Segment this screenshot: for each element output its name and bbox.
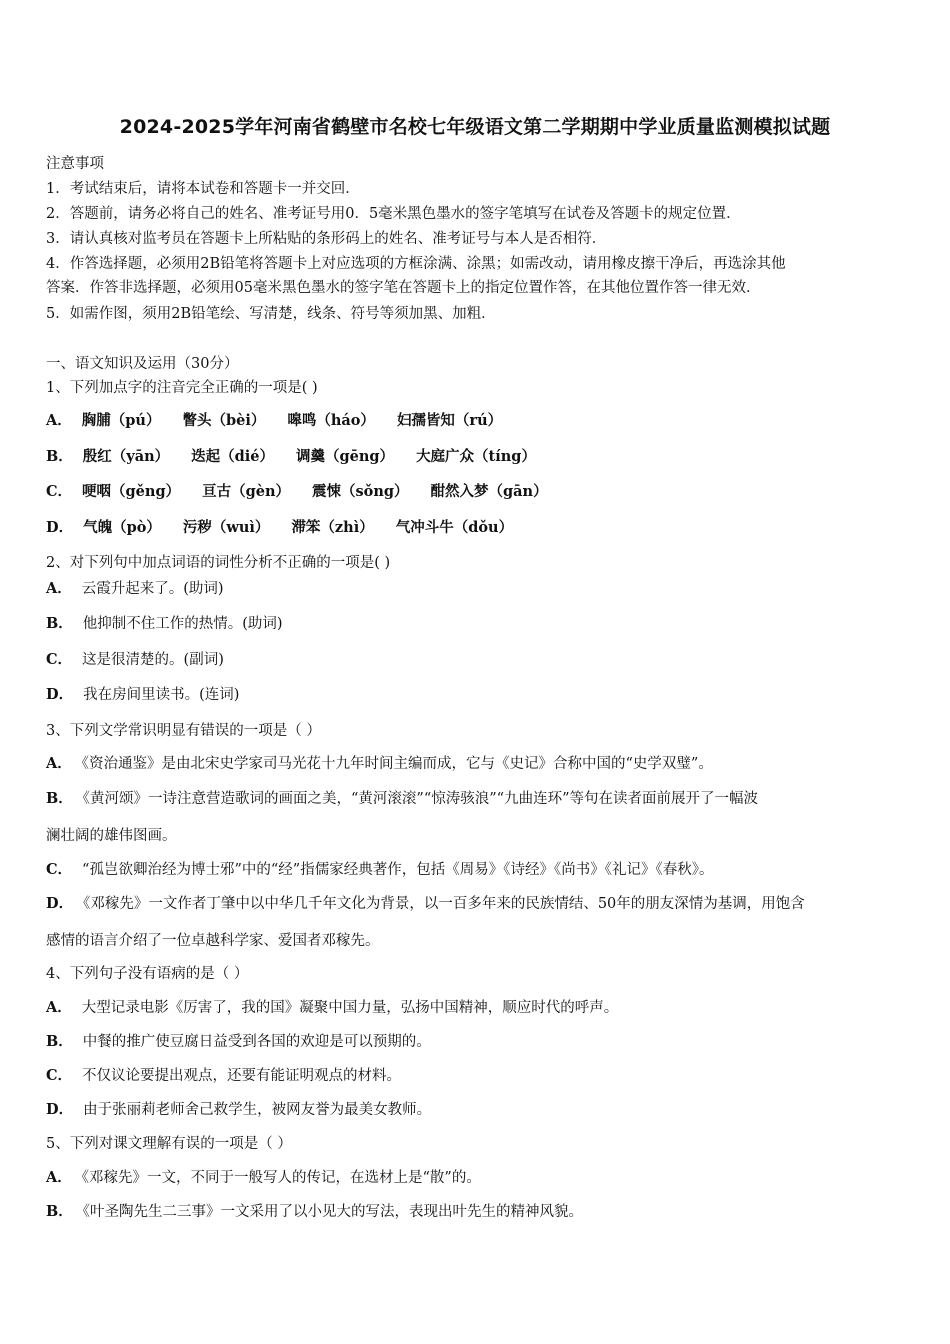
option-text: “孤岂欲卿治经为博士邪”中的“经”指儒家经典著作，包括《周易》《诗经》《尚书》《礼记》《春秋》。: [82, 862, 714, 878]
q3-option-b-cont: 澜壮阔的雄伟图画。: [46, 828, 177, 844]
option-text: 我在房间里读书。(连词): [83, 687, 240, 703]
notice-heading: 注意事项: [46, 156, 104, 172]
q5-option-b: [46, 1200, 583, 1221]
option-text: 《邓稼先》一文作者丁肇中以中华几千年文化为背景，以一百多年来的民族情结、50年的朋友深情为基调，用饱含: [83, 896, 805, 912]
option-item: 胸脯（pú）: [81, 412, 161, 429]
notice-item: 答案．作答非选择题，必须用05毫米黑色墨水的签字笔在答题卡上的指定位置作答，在其他位置作答一律无效．: [46, 280, 761, 296]
option-text: 大型记录电影《厉害了，我的国》凝聚中国力量，弘扬中国精神，顺应时代的呼声。: [81, 1000, 619, 1016]
q3-option-d-cont: 感情的语言介绍了一位卓越科学家、爱国者邓稼先。: [46, 933, 380, 949]
option-text: 不仅议论要提出观点，还要有能证明观点的材料。: [82, 1068, 402, 1084]
option-letter: A．: [46, 580, 72, 597]
option-text: 这是很清楚的。(副词): [82, 652, 224, 668]
option-item: 调羹（gēng）: [296, 448, 395, 465]
notice-item: 1．考试结束后，请将本试卷和答题卡一并交回．: [46, 181, 360, 197]
q1-option-b: [46, 445, 558, 466]
q1-option-a: [46, 409, 524, 430]
question-2-stem: 2、对下列句中加点词语的词性分析不正确的一项是( ): [46, 555, 391, 571]
option-letter: D．: [46, 519, 74, 536]
option-letter: C．: [46, 1067, 73, 1084]
notice-item: 4．作答选择题，必须用2B铅笔将答题卡上对应选项的方框涂满、涂黑；如需改动，请用橡皮擦干净后，再选涂其他: [46, 256, 786, 272]
q3-option-d: [46, 892, 805, 913]
option-item: 迭起（dié）: [191, 448, 275, 465]
q4-option-b: [46, 1030, 431, 1051]
option-text: 他抑制不住工作的热情。(助词): [82, 616, 283, 632]
q2-option-b: [46, 612, 283, 633]
q1-option-c: [46, 480, 570, 501]
q2-option-c: [46, 648, 224, 669]
option-item: 滞笨（zhì）: [291, 519, 374, 536]
question-3-stem: 3、下列文学常识明显有错误的一项是（ ）: [46, 723, 321, 739]
q3-option-a: [46, 752, 713, 773]
option-text: 云霞升起来了。(助词): [81, 581, 224, 597]
option-letter: C．: [46, 483, 73, 500]
option-item: 气冲斗牛（dǒu）: [395, 519, 514, 536]
q4-option-c: [46, 1064, 401, 1085]
option-letter: A．: [46, 1169, 72, 1186]
option-text: 中餐的推广使豆腐日益受到各国的欢迎是可以预期的。: [82, 1034, 431, 1050]
question-5-stem: 5、下列对课文理解有误的一项是（ ）: [46, 1136, 292, 1152]
option-letter: A．: [46, 755, 72, 772]
question-4-stem: 4、下列句子没有语病的是（ ）: [46, 966, 249, 982]
q2-option-d: [46, 683, 239, 704]
option-item: 大庭广众（tíng）: [416, 448, 536, 465]
option-item: 酣然入梦（gān）: [430, 483, 548, 500]
option-letter: D．: [46, 686, 74, 703]
option-letter: B．: [46, 1033, 73, 1050]
q4-option-d: [46, 1098, 431, 1119]
option-letter: B．: [46, 448, 73, 465]
notice-item: 5．如需作图，须用2B铅笔绘、写清楚，线条、符号等须加黑、加粗．: [46, 306, 496, 322]
option-item: 亘古（gèn）: [202, 483, 290, 500]
option-item: 嗥鸣（háo）: [287, 412, 375, 429]
option-item: 震悚（sǒng）: [312, 483, 409, 500]
option-letter: B．: [46, 1203, 73, 1220]
question-1-stem: 1、下列加点字的注音完全正确的一项是( ): [46, 380, 318, 396]
q1-option-d: [46, 516, 535, 537]
q4-option-a: [46, 996, 618, 1017]
option-text: 由于张丽莉老师舍己救学生，被网友誉为最美女教师。: [83, 1102, 432, 1118]
option-text: 《资治通鉴》是由北宋史学家司马光花十九年时间主编而成，它与《史记》合称中国的“史学双璧”。: [81, 756, 713, 772]
notice-item: 3．请认真核对监考员在答题卡上所粘贴的条形码上的姓名、准考证号与本人是否相符．: [46, 231, 607, 247]
option-letter: B．: [46, 790, 73, 807]
option-item: 气魄（pò）: [83, 519, 161, 536]
option-text: 《黄河颂》一诗注意营造歌词的画面之美，“黄河滚滚”“惊涛骇浪”“九曲连环”等句在读者面前展开了一幅波: [82, 791, 758, 807]
q5-option-a: [46, 1166, 481, 1187]
option-letter: B．: [46, 615, 73, 632]
q3-option-b: [46, 787, 758, 808]
option-text: 《叶圣陶先生二三事》一文采用了以小见大的写法，表现出叶先生的精神风貌。: [82, 1204, 584, 1220]
option-letter: C．: [46, 651, 73, 668]
option-item: 哽咽（gěng）: [82, 483, 181, 500]
option-item: 妇孺皆知（rú）: [396, 412, 503, 429]
q2-option-a: [46, 577, 224, 598]
option-letter: C．: [46, 861, 73, 878]
option-letter: D．: [46, 895, 74, 912]
option-item: 殷红（yān）: [82, 448, 170, 465]
notice-item: 2．答题前，请务必将自己的姓名、准考证号用0．5毫米黑色墨水的签字笔填写在试卷及答题卡的规定位置．: [46, 206, 741, 222]
option-text: 《邓稼先》一文，不同于一般写人的传记，在选材上是“散”的。: [81, 1170, 481, 1186]
section-heading: 一、语文知识及运用（30分）: [46, 356, 239, 372]
page-title: 2024-2025学年河南省鹤壁市名校七年级语文第二学期期中学业质量监测模拟试题: [119, 116, 831, 138]
option-letter: A．: [46, 412, 72, 429]
q3-option-c: [46, 858, 713, 879]
option-letter: A．: [46, 999, 72, 1016]
option-letter: D．: [46, 1101, 74, 1118]
option-item: 污秽（wuì）: [182, 519, 270, 536]
option-item: 瞥头（bèi）: [182, 412, 266, 429]
